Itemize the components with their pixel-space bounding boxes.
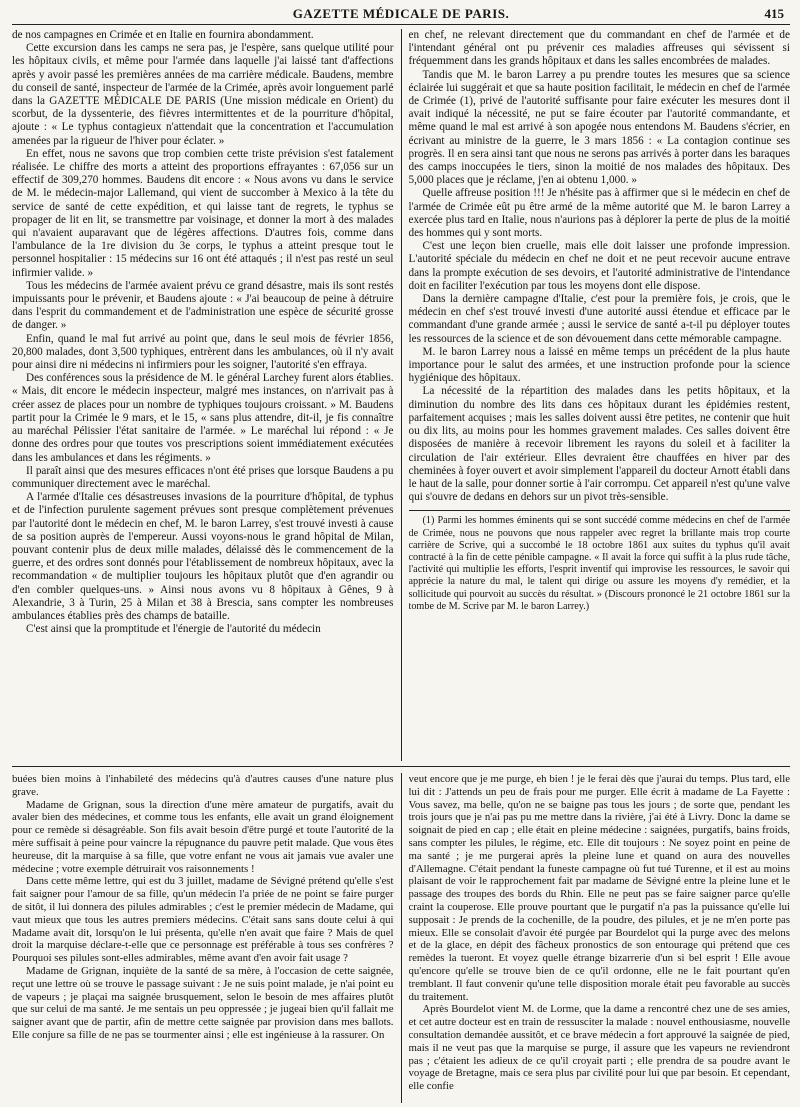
page-number: 415 xyxy=(764,6,784,21)
paragraph: Enfin, quand le mal fut arrivé au point que, dans le seul mois de février 1856, 20,800 malades, dont 3,500 typhiques, entrèrent dans les ambulances, où il n'y avait pour ainsi dire ni médecins ni infirmiers pour les soigner, l'autorité s'en effraya. xyxy=(12,332,394,372)
paragraph: Tandis que M. le baron Larrey a pu prendre toutes les mesures que sa science éclairée lui suggérait et que sa haute position facilitait, le médecin en chef de l'armée de Crimée (1), privé de l'autorité suffisante pour faire exécuter les mesures dont il avait indiqué la nécessité, ne put se faire écouter par l'autorité commandante, et même quand le mal est arrivé à son apogée nous entendons M. Baudens s'écrier, en écrivant au ministre de la guerre, le 3 mars 1856 : « La contagion continue ses progrès. Il en sera ainsi tant que nous ne serons pas arrivés à porter dans les baraques des camps inoccupées le tiers, sinon la moitié de nos malades des hôpitaux. Des 5,000 places que je réclame, j'en ai obtenu 1,000. » xyxy=(408,68,790,187)
paragraph: La nécessité de la répartition des malades dans les petits hôpitaux, et la diminution du nombre des lits dans ces hôpitaux durant les épidémies restent, parfaitement acquises ; mais les salles doivent aussi être petites, ne contenir que huit ou dix lits, au moins pour les hommes gravement malades. Ces salles doivent être disposées de manière à recevoir librement les rayons du soleil et à faciliter la circulation de l'air extérieur. Elles devraient être chauffées en hiver par des cheminées à foyer ouvert et avoir simplement l'appareil du docteur Arnott établi dans le haut de la salle, pour donner sortie à l'air corrompu. Cet appareil n'est qu'une valve qui s'ouvre de dedans en dehors sur un pivot très-sensible. xyxy=(408,385,790,504)
journal-title: GAZETTE MÉDICALE DE PARIS. xyxy=(292,6,510,21)
paragraph: M. le baron Larrey nous a laissé en même temps un précédent de la plus haute importance pour le salut des armées, et une instruction profonde pour la science hygiénique des hôpitaux. xyxy=(408,345,790,385)
paragraph: Cette excursion dans les camps ne sera pas, je l'espère, sans quelque utilité pour les hôpitaux civils, et même pour l'armée dans laquelle j'ai laissé tant d'affections après y avoir passé les premières années de ma carrière médicale. Baudens, membre du conseil de santé, inspecteur de l'armée de la Crimée, après avoir longuement parlé dans la GAZETTE MÉDICALE DE PARIS (Une mission médicale en Orient) du scorbut, de la dyssenterie, des fièvres intermittentes et de la pourriture d'hôpital, ajoute : « Le typhus contagieux n'attendait que la concentration et l'accumulation amenées par la rigueur de l'hiver pour éclater. » xyxy=(12,42,394,147)
paragraph: Dans la dernière campagne d'Italie, c'est pour la première fois, je crois, que le médecin en chef s'est trouvé investi d'une autorité aussi étendue et efficace par le commandant d'une grande armée ; aussi le service de santé a-t-il pu déployer toutes les ressources de la science et de son dévouement dans cette mémorable campagne. xyxy=(408,293,790,345)
lower-right-column xyxy=(409,773,791,1103)
paragraph: de nos campagnes en Crimée et en Italie en fournira abondamment. xyxy=(12,29,314,41)
paragraph: Quelle affreuse position !!! Je n'hésite pas à affirmer que si le médecin en chef de l'armée de Crimée eût pu être armé de la même autorité que M. le baron Larrey a exercée plus tard en Italie, nous n'aurions pas à déplorer la perte de plus de la moitié des hommes qui y sont morts. xyxy=(408,187,790,240)
paragraph: Dans cette même lettre, qui est du 3 juillet, madame de Sévigné prétend qu'elle s'est fait saigner pour l'amour de sa fille, qu'un médecin l'a priée de ne point se faire purger de sitôt, il lui donnera des pilules admirables ; c'est le premier médecin de Madame, qui vaut mieux que tous les autres premiers médecins. C'était sans sans doute celui à qui Madame avait dit, lorsqu'on le lui présenta, qu'elle n'en avait que faire ? Mais de quel droit la marquise déclare-t-elle que ce personnage est préférable à tous ses confrères ? Pourquoi ses pilules sont-elles admirables, même avant d'en avoir fait usage ? xyxy=(12,875,394,965)
upper-left-column xyxy=(12,29,394,761)
upper-right-column xyxy=(409,29,791,761)
upper-article xyxy=(12,29,790,761)
paragraph: veut encore que je me purge, eh bien ! je le ferai dès que j'aurai du temps. Plus tard, elle lui dit : J'attends un peu de frais pour me purger. Elle écrit à madame de La Fayette : Vous savez, ma belle, qu'on ne se baigne pas tous les jours ; de sorte que, pendant les trois jours que je n'ai pas pu me mettre dans la rivière, j'ai été à Livry. Donc la dame se soignait de pied en cap ; elle était en pleine médecine : saignées, purgatifs, bains froids, sans compter les pilules, le régime, etc. Elle dit toujours : Ne soyez point en peine de ma santé ; je me purgerai après la pleine lune et quand on aura des nouvelles d'Allemagne. C'était pendant la funeste campagne où fut tué Turenne, et il est au moins plaisant de voir le rapprochement fait par madame de Sévigné entre la pleine lune et le passage des troupes des bords du Rhin. Elle ne peut pas se faire saigner parce qu'elle craint la couperose. Elle prouve pourtant que le purgatif n'a pas la puissance qu'elle lui supposait : Je prends de la cochenille, de la poudre, des pilules, et je ne m'en porte pas mieux. Elle se consolait d'avoir été purgée par Bourdelot qui la purge avec des melons et de la glace, en dépit des fâcheux pronostics de son entourage qui prétend que ces remèdes la tueront. Et voyez quelle étrange bizarrerie d'un si bel esprit ! Elle avoue qu'encore qu'elle se trouve bien de ce qu'il ordonne, elle ne le fait pourtant qu'en tremblant. Il faut convenir qu'une telle disposition morale était peu favorable au succès du traitement. xyxy=(408,773,790,1003)
lower-left-column xyxy=(12,773,394,1103)
paragraph: Tous les médecins de l'armée avaient prévu ce grand désastre, mais ils sont restés impuissants pour le prévenir, et Baudens ajoute : « J'ai beaucoup de peine à détruire dans l'esprit du commandement et de l'administration une espèce de sécurité grosse de danger. » xyxy=(12,279,394,332)
paragraph: A l'armée d'Italie ces désastreuses invasions de la pourriture d'hôpital, de typhus et de l'infection purulente sagement prévues sont presque complètement prévenues par l'autorité dont le médecin en chef, M. le baron Larrey, s'est trouvé investi à cause de sa position auprès de l'empereur. Aussi voyons-nous le grand hôpital de Milan, pouvant contenir plus de deux mille malades, délaissé dès le commencement de la guerre, et des ordres sont donnés pour l'établissement de nombreux hôpitaux, avec la recommandation « de multiplier toujours les hôpitaux plutôt que d'en agrandir ou d'en combler quelques-uns. » Ainsi nous avons vu 8 hôpitaux à Gênes, 9 à Alexandrie, 3 à Turin, 25 à Milan et 38 à Brescia, sans compter les nombreuses ambulances établies près des champs de bataille. xyxy=(12,491,394,622)
paragraph: C'est une leçon bien cruelle, mais elle doit laisser une profonde impression. L'autorité spéciale du médecin en chef ne doit et ne peut recevoir aucune entrave dans la prompte exécution de ses devoirs, et l'autorité administrative de l'intendance doit en faciliter l'exécution par tous les moyens dont elle dispose. xyxy=(408,240,790,292)
lower-feuilleton xyxy=(12,773,790,1103)
column-rule xyxy=(401,29,402,761)
footnote-rule xyxy=(409,510,791,511)
paragraph: Madame de Grignan, inquiète de la santé de sa mère, à l'occasion de cette saignée, reçut une lettre où se trouve le passage suivant : Je ne suis point malade, je n'ai point eu de vapeurs ; je plaçai ma saignée brusquement, selon le besoin de mes affaires plutôt que sur celui de ma santé. Je me sentais un peu oppressée ; je jugeai bien qu'il fallait me saigner avant que de partir, afin de mettre cette saignée par provision dans mes ballots. Elle conjure sa fille de ne pas se tourmenter ainsi ; elle est ingénieuse à la rassurer. On xyxy=(12,964,394,1041)
paragraph: En effet, nous ne savons que trop combien cette triste prévision s'est fatalement réalisée. Le chiffre des morts a atteint des proportions effrayantes : 67,056 sur un effectif de 309,270 hommes. Baudens dit encore : « Nous avons vu dans le service de M. le médecin-major Lallemand, qui vient de succomber à Mexico à la tête du service de santé de cette expédition, et qui laisse tant de regrets, le typhus se propager de lit en lit, se transmettre par voisinage, et donner la mort à des malades qui n'avaient auparavant que de légères affections. D'autres fois, comme dans l'ambulance de la 1re division du 3e corps, le typhus a atteint presque tout le personnel hospitalier : 15 médecins sur 16 ont été attaqués ; il n'est pas resté un seul infirmier valide. » xyxy=(12,147,394,279)
paragraph: Des conférences sous la présidence de M. le général Larchey furent alors établies. « Mais, dit encore le médecin inspecteur, malgré mes instances, on n'arrivait pas à créer assez de places pour un nombre de typhiques toujours croissant. » M. Baudens partit pour la Crimée le 9 mars, et le 15, « sans plus attendre, dit-il, je fis connaître au maréchal Pélissier l'état sanitaire de l'armée. » Le maréchal lui répond : « Je donne des ordres pour que toutes vos prescriptions soient immédiatement exécutées dans les ambulances et dans les régiments. » xyxy=(12,372,394,464)
paragraph: en chef, ne relevant directement que du commandant en chef de l'armée et de l'intendant général ont pu prévenir ces maladies affreuses qui sévissent si fréquemment dans les grands hôpitaux et dans les salles encombrées de malades. xyxy=(408,29,790,68)
column-rule xyxy=(401,773,402,1103)
paragraph: C'est ainsi que la promptitude et l'énergie de l'autorité du médecin xyxy=(26,623,321,636)
footnote: (1) Parmi les hommes éminents qui se sont succédé comme médecins en chef de l'armée de Crimée, nous ne pouvons que nous rappeler avec regret la brillante mais trop courte carrière de Scrive, qui a succombé le 18 octobre 1861 aux suites du typhus qu'il avait contracté à la fin de cette pénible campagne. « Il avait la force qui suffit à la plus rude tâche, l'activité qui multiplie les efforts, l'esprit inventif qui improvise les ressources, le savoir qui apprécie la nature du mal, le talent qui dirige ou assure les moyens d'y remédier, et la sollicitude qui pourvoit au succès du résultat. » (Discours prononcé le 21 octobre 1861 sur la tombe de M. Scrive par M. le baron Larrey.) xyxy=(408,515,790,612)
paragraph: Il paraît ainsi que des mesures efficaces n'ont été prises que lorsque Baudens a pu communiquer directement avec le maréchal. xyxy=(12,464,394,490)
running-header xyxy=(12,6,790,25)
section-divider xyxy=(12,766,790,767)
paragraph: Madame de Grignan, sous la direction d'une mère amateur de purgatifs, avait du avaler bien des médecines, et comme tous les enfants, elle avait un grand éloignement pour ce remède si désagréable. Son fils avait besoin d'être purgé et toute l'autorité de la mère suffisait à peine pour vaincre la répugnance du pauvre petit malade. Que vous êtes heureuse, dit la marquise à sa fille, que votre enfant ne vous ait jamais vue avaler une médecine ; votre exemple détruirait vos raisonnements ! xyxy=(12,798,394,875)
paragraph: buées bien moins à l'inhabileté des médecins qu'à d'autres causes d'une nature plus grave. xyxy=(12,773,394,798)
paragraph: Après Bourdelot vient M. de Lorme, que la dame a rencontré chez une de ses amies, et cet autre docteur est en train de ressusciter la malade : nouvel enthousiasme, nouvelle consultation demandée aussitôt, et ce brave médecin a fort approuvé la saignée de pied, mais il ne veut pas que la marquise se purge, il assure que les vapeurs ne reviendront pas ; c'étaient les adieux de ce qu'il croyait parti ; elle prendra de sa poudre avant le voyage de Bretagne, mais ce sera plus par civilité pour lui que par besoin. Et cependant, elle confie xyxy=(408,1003,790,1093)
